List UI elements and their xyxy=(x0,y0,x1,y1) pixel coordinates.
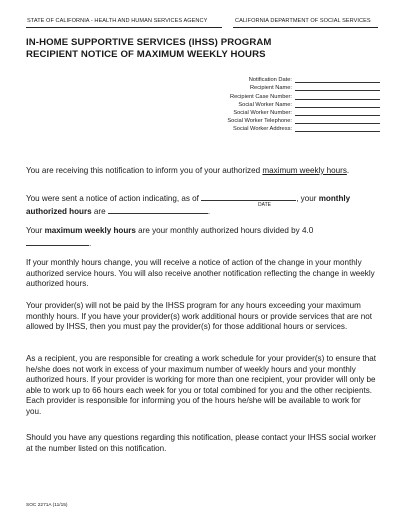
provider-payment-paragraph: Your provider(s) will not be paid by the IHSS program for any hours exceeding your maximum monthly hours. If you have your provider(s) work additional hours or provide services that are not allowed by IHSS, then you must pay the provider(s) for those additional hours or services. xyxy=(26,301,372,331)
notice-text-3: are xyxy=(91,206,108,216)
notification-date-field[interactable] xyxy=(295,76,380,83)
recipient-info-fields xyxy=(150,76,380,133)
date-blank-field[interactable] xyxy=(201,192,296,201)
recipient-responsibility-paragraph: As a recipient, you are responsible for creating a work schedule for your provider(s) to ensure that he/she does not work in excess of your maximum number of weekly hours and your monthly authorized hours. If your provider is working for more than one recipient, your provider will only be able to work up to 66 hours each week for you or total combined for you and the other recipients. Each provider is responsible for informing you of the hours he/she will be available to work for you. xyxy=(26,354,377,416)
date-caption: DATE xyxy=(258,202,271,208)
notice-text: You were sent a notice of action indicating, as of xyxy=(26,194,202,203)
field-label: Recipient Case Number: xyxy=(230,93,292,100)
header-rule-right xyxy=(233,27,378,28)
contact-paragraph: Should you have any questions regarding this notification, please contact your IHSS social worker at the number listed on this notification. xyxy=(26,433,377,453)
field-label: Social Worker Name: xyxy=(238,101,292,108)
field-social-worker-number xyxy=(150,109,380,117)
program-title: IN-HOME SUPPORTIVE SERVICES (IHSS) PROGRAM xyxy=(26,37,272,48)
recipient-case-number-field[interactable] xyxy=(295,93,380,100)
field-label: Social Worker Address: xyxy=(232,126,292,133)
field-label: Social Worker Number: xyxy=(233,109,292,116)
intro-text: You are receiving this notification to inform you of your authorized xyxy=(26,166,263,175)
social-worker-name-field[interactable] xyxy=(295,101,380,108)
form-number: SOC 2271A (11/15) xyxy=(26,503,68,508)
monthly-authorized-hours-term: monthly authorized hours xyxy=(26,194,351,216)
intro-paragraph xyxy=(26,166,378,177)
department-header: CALIFORNIA DEPARTMENT OF SOCIAL SERVICES xyxy=(235,18,371,24)
field-recipient-name xyxy=(150,84,380,92)
field-label: Social Worker Telephone: xyxy=(227,118,292,125)
field-notification-date xyxy=(150,76,380,84)
field-social-worker-address xyxy=(150,125,380,133)
field-recipient-case-number xyxy=(150,92,380,100)
weekly-period: . xyxy=(89,238,92,248)
field-label: Notification Date: xyxy=(248,77,292,84)
notice-of-action-paragraph xyxy=(26,192,378,217)
agency-header: STATE OF CALIFORNIA - HEALTH AND HUMAN SERVICES AGENCY xyxy=(27,18,208,24)
recipient-name-field[interactable] xyxy=(295,84,380,91)
weekly-hours-paragraph xyxy=(26,226,378,249)
intro-period: . xyxy=(346,166,350,175)
field-social-worker-telephone xyxy=(150,117,380,125)
notice-period: . xyxy=(207,206,211,216)
social-worker-number-field[interactable] xyxy=(295,109,380,116)
max-weekly-hours-bold-term: maximum weekly hours xyxy=(44,226,136,235)
notice-text-2: , your xyxy=(296,194,319,203)
max-weekly-hours-term: maximum weekly hours xyxy=(262,166,347,175)
social-worker-address-field[interactable] xyxy=(295,125,380,132)
weekly-hours-blank-field[interactable] xyxy=(26,237,92,248)
monthly-hours-blank-field[interactable] xyxy=(108,205,211,216)
field-label: Recipient Name: xyxy=(249,85,292,92)
weekly-text-2: are your monthly authorized hours divided by 4.0 xyxy=(135,226,314,235)
header-rule-left xyxy=(26,27,222,28)
field-social-worker-name xyxy=(150,101,380,109)
notice-title: RECIPIENT NOTICE OF MAXIMUM WEEKLY HOURS xyxy=(26,49,266,60)
weekly-text: Your xyxy=(26,226,45,235)
social-worker-telephone-field[interactable] xyxy=(295,117,380,124)
hours-change-paragraph: If your monthly hours change, you will receive a notice of action of the change in your monthly authorized service hours. You will also receive another notification reflecting the change in weekly authorized hours. xyxy=(26,258,375,288)
